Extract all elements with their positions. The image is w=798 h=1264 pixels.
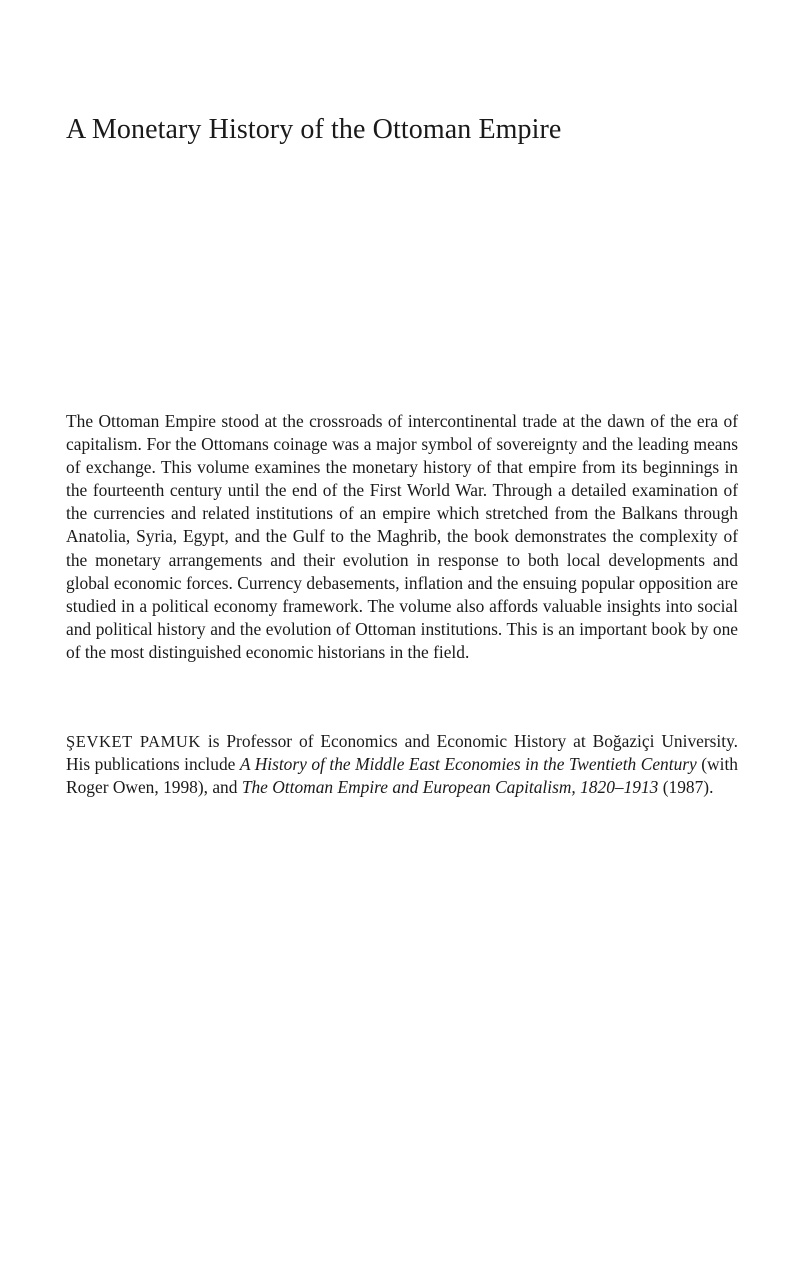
bio-text-3: (1987). xyxy=(658,777,714,798)
bio-book-title-1: A History of the Middle East Economies in the Twentieth Century xyxy=(239,754,697,775)
book-description: The Ottoman Empire stood at the crossroads of intercontinental trade at the dawn of the era of capitalism. For the Ottomans coinage was a major symbol of sovereignty and the leading means of exchange. This volume examines the monetary history of that empire from its beginnings in the fourteenth century until the end of the First World War. Through a detailed examination of the currencies and related institutions of an empire which stretched from the Balkans through Anatolia, Syria, Egypt, and the Gulf to the Maghrib, the book demonstrates the complexity of the monetary arrangements and their evolution in response to both local developments and global economic forces. Currency debasements, inflation and the ensuing popular opposition are studied in a political economy framework. The volume also affords valuable insights into social and political history and the evolution of Ottoman institutions. This is an important book by one of the most distinguished economic historians in the field. xyxy=(66,411,738,662)
author-name: ŞEVKET PAMUK xyxy=(66,732,201,751)
book-title: A Monetary History of the Ottoman Empire xyxy=(66,114,562,145)
bio-text-1: is Professor of Economics and Economic History at Boğaziçi University. His publications include xyxy=(66,731,738,775)
author-bio xyxy=(66,730,738,799)
bio-book-title-2: The Ottoman Empire and European Capitalism, 1820–1913 xyxy=(241,777,659,798)
bio-text-2: (with Roger Owen, 1998), and xyxy=(66,754,738,798)
